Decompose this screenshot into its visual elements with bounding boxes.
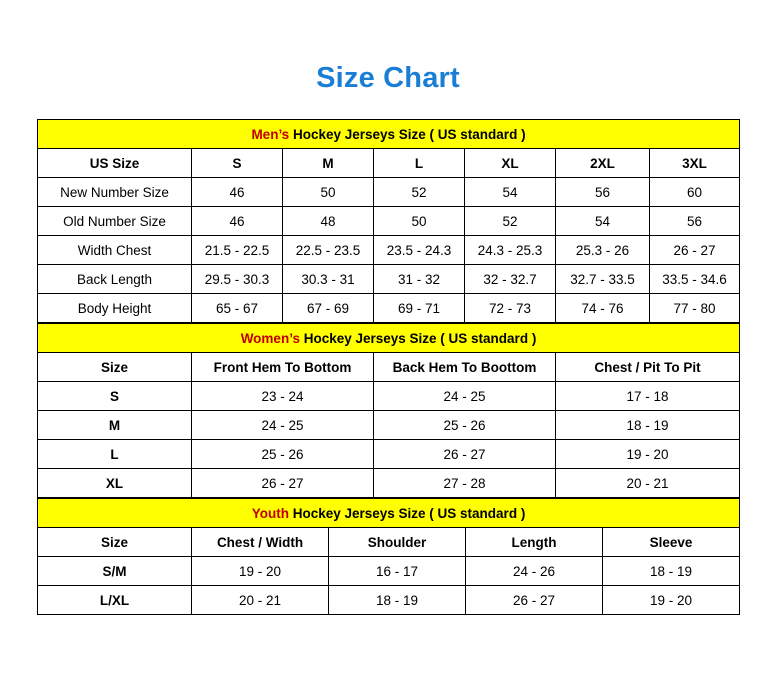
womens-header-accent: Women’s — [240, 330, 300, 346]
table-header-row — [38, 528, 740, 557]
mens-header-rest: Hockey Jerseys Size ( US standard ) — [289, 126, 526, 142]
mens-col-6: 3XL — [650, 149, 740, 178]
womens-row-1-label: M — [38, 411, 192, 440]
youth-col-2: Shoulder — [329, 528, 466, 557]
womens-row-2-label: L — [38, 440, 192, 469]
womens-row-3-val-2: 20 - 21 — [556, 469, 740, 498]
youth-col-0: Size — [38, 528, 192, 557]
mens-row-4-val-3: 72 - 73 — [465, 294, 556, 323]
youth-size-table — [37, 498, 740, 615]
womens-row-2-val-0: 25 - 26 — [192, 440, 374, 469]
mens-row-3-label: Back Length — [38, 265, 192, 294]
table-row — [38, 236, 740, 265]
size-chart-tables — [37, 119, 739, 615]
mens-row-4-val-0: 65 - 67 — [192, 294, 283, 323]
youth-row-0-val-0: 19 - 20 — [192, 557, 329, 586]
womens-row-3-val-1: 27 - 28 — [374, 469, 556, 498]
youth-row-1-label: L/XL — [38, 586, 192, 615]
womens-row-3-val-0: 26 - 27 — [192, 469, 374, 498]
youth-row-1-val-3: 19 - 20 — [603, 586, 740, 615]
mens-row-0-val-5: 60 — [650, 178, 740, 207]
mens-row-2-val-3: 24.3 - 25.3 — [465, 236, 556, 265]
mens-row-1-label: Old Number Size — [38, 207, 192, 236]
mens-col-4: XL — [465, 149, 556, 178]
mens-col-2: M — [283, 149, 374, 178]
mens-col-5: 2XL — [556, 149, 650, 178]
womens-row-0-val-0: 23 - 24 — [192, 382, 374, 411]
womens-row-1-val-1: 25 - 26 — [374, 411, 556, 440]
mens-row-2-val-2: 23.5 - 24.3 — [374, 236, 465, 265]
mens-size-table — [37, 119, 740, 323]
table-section-header-row — [38, 499, 740, 528]
mens-row-1-val-2: 50 — [374, 207, 465, 236]
mens-row-3-val-5: 33.5 - 34.6 — [650, 265, 740, 294]
mens-col-1: S — [192, 149, 283, 178]
page-title: Size Chart — [316, 62, 460, 94]
mens-row-2-val-4: 25.3 - 26 — [556, 236, 650, 265]
womens-row-1-val-2: 18 - 19 — [556, 411, 740, 440]
table-section-header-row — [38, 324, 740, 353]
mens-row-4-label: Body Height — [38, 294, 192, 323]
mens-row-1-val-1: 48 — [283, 207, 374, 236]
womens-header-rest: Hockey Jerseys Size ( US standard ) — [299, 330, 537, 346]
mens-row-2-val-5: 26 - 27 — [650, 236, 740, 265]
mens-row-3-val-4: 32.7 - 33.5 — [556, 265, 650, 294]
mens-col-0: US Size — [38, 149, 192, 178]
mens-row-4-val-5: 77 - 80 — [650, 294, 740, 323]
womens-col-1: Front Hem To Bottom — [192, 353, 374, 382]
mens-row-2-label: Width Chest — [38, 236, 192, 265]
youth-row-1-val-2: 26 - 27 — [466, 586, 603, 615]
mens-header-accent: Men’s — [251, 126, 290, 142]
youth-row-1-val-0: 20 - 21 — [192, 586, 329, 615]
womens-row-2-val-1: 26 - 27 — [374, 440, 556, 469]
mens-row-1-val-4: 54 — [556, 207, 650, 236]
womens-section-header — [38, 324, 740, 353]
youth-col-1: Chest / Width — [192, 528, 329, 557]
mens-row-3-val-0: 29.5 - 30.3 — [192, 265, 283, 294]
youth-header-accent: Youth — [251, 505, 289, 521]
mens-row-2-val-0: 21.5 - 22.5 — [192, 236, 283, 265]
youth-section-header — [38, 499, 740, 528]
youth-row-0-val-1: 16 - 17 — [329, 557, 466, 586]
table-row — [38, 557, 740, 586]
youth-row-0-val-2: 24 - 26 — [466, 557, 603, 586]
mens-row-1-val-0: 46 — [192, 207, 283, 236]
youth-row-0-label: S/M — [38, 557, 192, 586]
womens-row-3-label: XL — [38, 469, 192, 498]
mens-row-3-val-2: 31 - 32 — [374, 265, 465, 294]
table-section-header-row — [38, 120, 740, 149]
table-row — [38, 178, 740, 207]
mens-row-0-val-0: 46 — [192, 178, 283, 207]
youth-header-rest: Hockey Jerseys Size ( US standard ) — [288, 505, 526, 521]
mens-row-0-val-1: 50 — [283, 178, 374, 207]
youth-row-0-val-3: 18 - 19 — [603, 557, 740, 586]
womens-row-2-val-2: 19 - 20 — [556, 440, 740, 469]
table-row — [38, 207, 740, 236]
mens-row-1-val-3: 52 — [465, 207, 556, 236]
womens-row-1-val-0: 24 - 25 — [192, 411, 374, 440]
table-header-row — [38, 353, 740, 382]
table-row — [38, 469, 740, 498]
table-row — [38, 265, 740, 294]
mens-row-2-val-1: 22.5 - 23.5 — [283, 236, 374, 265]
mens-row-0-label: New Number Size — [38, 178, 192, 207]
mens-row-1-val-5: 56 — [650, 207, 740, 236]
table-row — [38, 382, 740, 411]
table-header-row — [38, 149, 740, 178]
table-row — [38, 586, 740, 615]
mens-row-0-val-2: 52 — [374, 178, 465, 207]
mens-row-0-val-3: 54 — [465, 178, 556, 207]
womens-col-2: Back Hem To Boottom — [374, 353, 556, 382]
mens-section-header — [38, 120, 740, 149]
womens-row-0-val-2: 17 - 18 — [556, 382, 740, 411]
womens-row-0-val-1: 24 - 25 — [374, 382, 556, 411]
mens-col-3: L — [374, 149, 465, 178]
womens-size-table — [37, 323, 740, 498]
mens-row-0-val-4: 56 — [556, 178, 650, 207]
mens-row-3-val-1: 30.3 - 31 — [283, 265, 374, 294]
table-row — [38, 294, 740, 323]
mens-row-4-val-1: 67 - 69 — [283, 294, 374, 323]
table-row — [38, 440, 740, 469]
table-row — [38, 411, 740, 440]
youth-col-3: Length — [466, 528, 603, 557]
youth-row-1-val-1: 18 - 19 — [329, 586, 466, 615]
youth-col-4: Sleeve — [603, 528, 740, 557]
womens-col-3: Chest / Pit To Pit — [556, 353, 740, 382]
mens-row-4-val-2: 69 - 71 — [374, 294, 465, 323]
womens-row-0-label: S — [38, 382, 192, 411]
mens-row-4-val-4: 74 - 76 — [556, 294, 650, 323]
womens-col-0: Size — [38, 353, 192, 382]
mens-row-3-val-3: 32 - 32.7 — [465, 265, 556, 294]
